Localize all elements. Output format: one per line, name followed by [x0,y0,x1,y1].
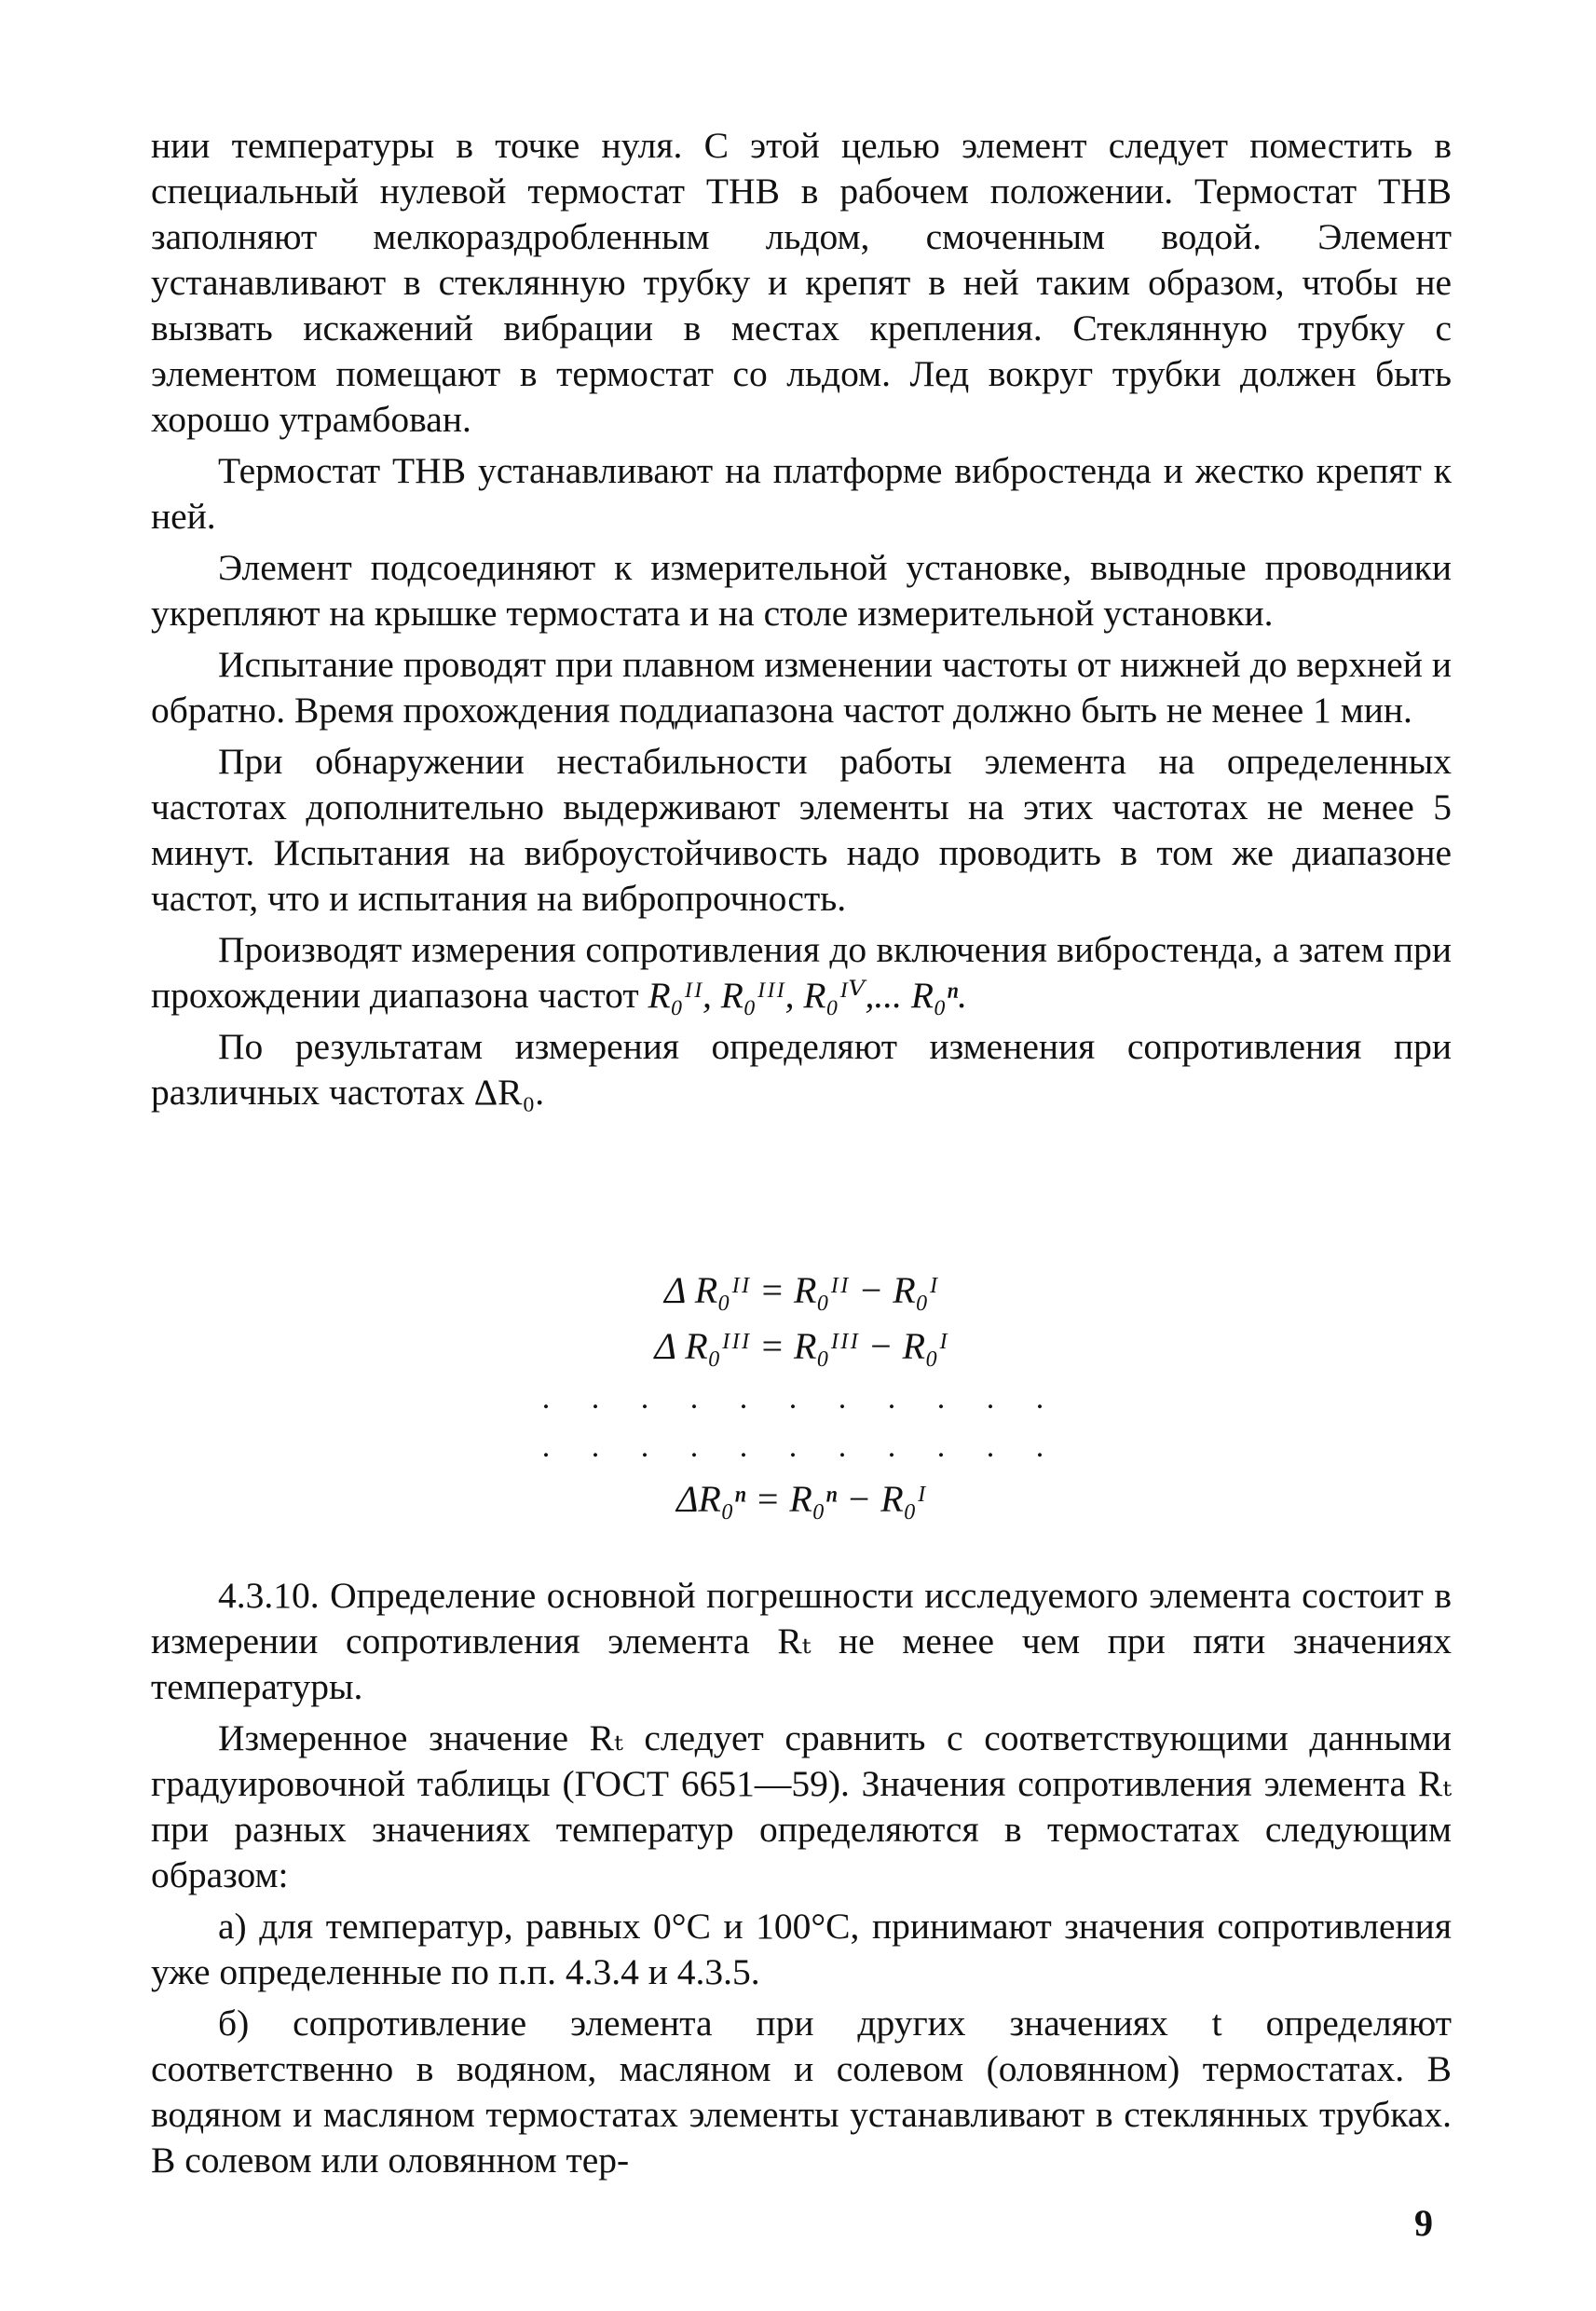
paragraph-item-a: а) для температур, равных 0°С и 100°С, принимают значения сопротивления уже определенные по п.п. 4.3.4 и 4.3.5. [151,1906,1452,1992]
ellipsis-row: . . . . . . . . . . . [541,1381,1061,1415]
paragraph-item-b: б) сопротивление элемента при других значениях t определяют соответственно в водяном, масляном и солевом (оловянном) термостатах. В водяном и масляном термостатах элементы устанавливают в стеклянных трубках. В солевом или оловянном тер- [151,2003,1452,2181]
formula-delta-rn: ΔR₀ⁿ = R₀ⁿ − R₀ᴵ [675,1478,927,1520]
paragraph: Термостат ТНВ устанавливают на платформе вибростенда и жестко крепят к ней. [151,450,1452,537]
formula-block [522,1263,1081,1527]
paragraph: Испытание проводят при плавном изменении частоты от нижней до верхней и обратно. Время прохождения поддиапазона частот должно быть не менее 1 мин. [151,644,1452,731]
paragraph: нии температуры в точке нуля. С этой целью элемент следует поместить в специальный нулевой термостат ТНВ в рабочем положении. Термостат ТНВ заполняют мелкораздробленным льдом, смоченным водой. Элемент устанавливают в стеклянную трубку и крепят в ней таким образом, чтобы не вызвать искажений вибрации в местах крепления. Стеклянную трубку с элементом помещают в термостат со льдом. Лед вокруг трубки должен быть хорошо утрамбован. [151,125,1452,440]
paragraph-results: По результатам измерения определяют изменения сопротивления при различных частотах ΔR₀. [151,1026,1452,1113]
measurement-symbols: R₀ᴵᴵ, R₀ᴵᴵᴵ, R₀ᴵⱽ,... R₀ⁿ. [648,975,968,1016]
ellipsis-row: . . . . . . . . . . . [541,1429,1061,1464]
paragraph: Измеренное значение Rₜ следует сравнить с соответствующими данными градуировочной таблицы (ГОСТ 6651—59). Значения сопротивления элемента Rₜ при разных значениях температур определяются в термостатах следующим образом: [151,1717,1452,1895]
paragraph: При обнаружении нестабильности работы элемента на определенных частотах дополнительно выдерживают элементы на этих частотах не менее 5 минут. Испытания на виброустойчивость надо проводить в том же диапазоне частот, что и испытания на вибропрочность. [151,741,1452,919]
body-text-bottom [151,1573,1452,2189]
paragraph-section-4-3-10: 4.3.10. Определение основной погрешности исследуемого элемента состоит в измерении сопротивления элемента Rₜ не менее чем при пяти значениях температуры. [151,1575,1452,1707]
formula-delta-r2: Δ R₀ᴵᴵ = R₀ᴵᴵ − R₀ᴵ [663,1269,938,1311]
paragraph: Элемент подсоединяют к измерительной установке, выводные проводники укрепляют на крышке термостата и на столе измерительной установки. [151,547,1452,634]
paragraph-measurement [151,927,1452,1019]
measurement-text: Производят измерения сопротивления до включения вибростенда, а затем при прохождении диапазона частот [151,929,1452,1016]
body-text-top [151,123,1452,1121]
formula-delta-r3: Δ R₀ᴵᴵᴵ = R₀ᴵᴵᴵ − R₀ᴵ [654,1325,948,1367]
page-number: 9 [1414,2202,1433,2244]
